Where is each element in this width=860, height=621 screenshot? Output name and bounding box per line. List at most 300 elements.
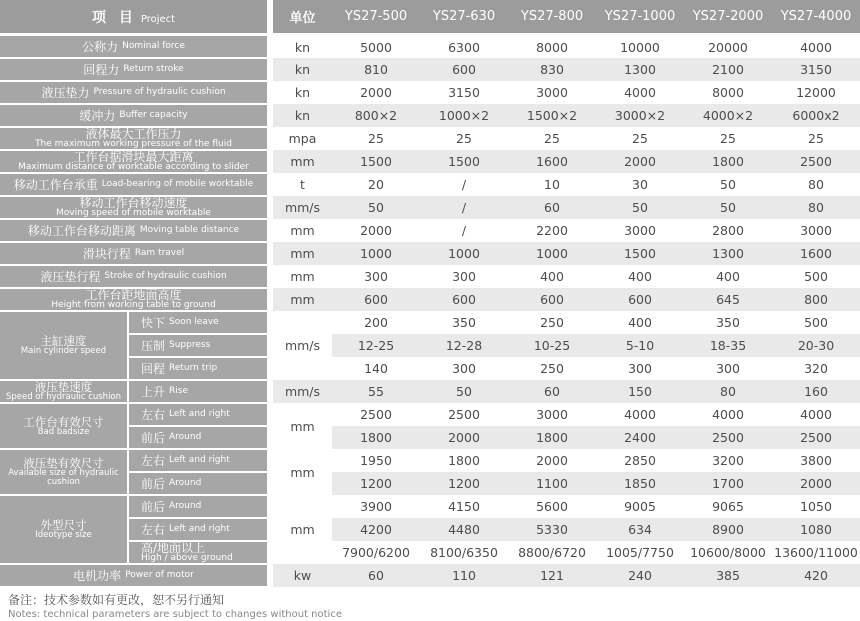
sub-label-en: Around — [169, 501, 202, 511]
value-cell: 8900 — [684, 518, 772, 541]
value-cell: 2100 — [684, 58, 772, 81]
sub-label-en: Left and right — [169, 524, 230, 534]
value-cell: 300 — [364, 269, 388, 284]
sub-label-text — [129, 455, 267, 467]
row-label-text — [0, 128, 267, 149]
sub-label — [128, 495, 270, 518]
unit-header: 单位 — [270, 0, 332, 35]
value-cell: 4150 — [448, 499, 480, 514]
value-cell: 1300 — [684, 242, 772, 265]
group-label-text — [0, 457, 127, 487]
value-cell: 1700 — [684, 472, 772, 495]
value-cell: 4200 — [332, 518, 420, 541]
row-label-text — [0, 570, 267, 582]
value-cell: 5330 — [508, 518, 596, 541]
sub-label-zh: 高/地面以上 — [141, 541, 206, 555]
model-header-ys27-800: YS27-800 — [508, 0, 596, 35]
table-row — [0, 426, 860, 449]
value-cell: 1600 — [508, 150, 596, 173]
row-label-en: Moving speed of mobile worktable — [56, 208, 211, 218]
row-label-text — [0, 64, 267, 76]
sub-label-zh: 回程 — [141, 361, 166, 376]
value-cell: 1800 — [448, 453, 480, 468]
value-cell: 2000 — [360, 85, 392, 100]
sub-label-zh: 前后 — [141, 430, 166, 445]
row-label-text — [0, 248, 267, 260]
group-label-en: Available size of hydraulic cushion — [8, 468, 119, 487]
row-label-zh: 工作台距地面高度 — [85, 288, 182, 302]
value-cell: 25 — [720, 131, 736, 146]
value-cell: 200 — [364, 315, 388, 330]
value-cell: 25 — [544, 131, 560, 146]
row-label-zh: 回程力 — [83, 62, 120, 77]
row-label-text — [0, 110, 267, 122]
unit-cell: kw — [270, 564, 332, 587]
table-row — [0, 173, 860, 196]
value-cell: 20-30 — [772, 334, 860, 357]
value-cell: 25 — [632, 131, 648, 146]
row-label-en: Maximum distance of worktable according to slider — [18, 162, 249, 172]
value-cell: 1500 — [332, 150, 420, 173]
value-cell: 5000 — [360, 39, 392, 55]
unit-cell: mm/s — [270, 380, 332, 403]
row-label — [0, 242, 270, 265]
row-label-en: Return stroke — [123, 64, 184, 74]
group-label — [0, 311, 128, 380]
sub-label — [128, 380, 270, 403]
value-cell: 1000 — [508, 242, 596, 265]
row-label-text — [0, 225, 267, 237]
unit-cell: mm — [270, 449, 332, 495]
row-label — [0, 219, 270, 242]
value-cell: 25 — [808, 131, 824, 146]
value-cell: 320 — [804, 361, 828, 376]
value-cell: 8800/6720 — [518, 545, 586, 560]
row-label-text — [0, 271, 267, 283]
table-row — [0, 242, 860, 265]
unit-cell: mm — [290, 269, 315, 284]
value-cell: 50 — [720, 177, 736, 192]
value-cell: 400 — [628, 315, 652, 330]
sub-label-text — [129, 524, 267, 536]
value-cell: 25 — [456, 131, 472, 146]
table-row — [0, 541, 860, 564]
value-cell: 7900/6200 — [342, 545, 410, 560]
value-cell: 4000 — [624, 407, 656, 422]
sub-label — [128, 426, 270, 449]
row-label-text — [0, 87, 267, 99]
value-cell: 600 — [420, 58, 508, 81]
sub-label-zh: 左右 — [141, 407, 166, 422]
value-cell: 5-10 — [596, 334, 684, 357]
value-cell: 20 — [368, 177, 384, 192]
group-label — [0, 449, 128, 495]
value-cell: 2000 — [360, 223, 392, 238]
row-label — [0, 173, 270, 196]
table-row — [0, 518, 860, 541]
value-cell: 5600 — [536, 499, 568, 514]
value-cell: 2850 — [624, 453, 656, 468]
value-cell: 1600 — [772, 242, 860, 265]
value-cell: 30 — [632, 177, 648, 192]
value-cell: 600 — [508, 288, 596, 311]
row-label-text — [0, 179, 267, 191]
header-row — [0, 0, 860, 35]
row-label-zh: 移动工作台移动距离 — [27, 223, 136, 238]
row-label-zh: 公称力 — [82, 39, 119, 54]
value-cell: 1850 — [596, 472, 684, 495]
value-cell: 2500 — [684, 426, 772, 449]
row-label — [0, 564, 270, 587]
table-header — [0, 0, 860, 35]
row-label-en: Buffer capacity — [119, 110, 188, 120]
sub-label-text — [129, 542, 267, 563]
unit-cell: mm — [270, 150, 332, 173]
row-label-en: Power of motor — [125, 570, 194, 580]
sub-label-text — [129, 501, 267, 513]
group-label-zh: 液压垫有效尺寸 — [23, 456, 104, 470]
unit-cell: kn — [294, 39, 311, 55]
group-label — [0, 495, 128, 564]
value-cell: 800 — [772, 288, 860, 311]
sub-label-zh: 快下 — [141, 315, 166, 330]
sub-label-text — [129, 409, 267, 421]
value-cell: 9005 — [624, 499, 656, 514]
model-header-ys27-4000: YS27-4000 — [772, 0, 860, 35]
table-row — [0, 265, 860, 288]
unit-cell: mm — [270, 242, 332, 265]
value-cell: 1500×2 — [508, 104, 596, 127]
value-cell: 6000x2 — [772, 104, 860, 127]
row-label-en: Ram travel — [134, 248, 185, 258]
project-header-en: Project — [140, 13, 176, 25]
value-cell: 350 — [452, 315, 476, 330]
sub-label — [128, 357, 270, 380]
value-cell: 80 — [808, 177, 824, 192]
value-cell: 500 — [804, 315, 828, 330]
value-cell: 420 — [772, 564, 860, 587]
value-cell: 2500 — [772, 150, 860, 173]
value-cell: 3000 — [800, 223, 832, 238]
group-label-zh: 液压垫速度 — [34, 380, 93, 394]
row-label — [0, 196, 270, 219]
value-cell: 50 — [420, 380, 508, 403]
unit-cell: kn — [270, 58, 332, 81]
row-label-text — [0, 197, 267, 218]
value-cell: 2800 — [712, 223, 744, 238]
value-cell: 1800 — [508, 426, 596, 449]
row-label — [0, 150, 270, 173]
value-cell: 250 — [540, 315, 564, 330]
value-cell: 18-35 — [684, 334, 772, 357]
value-cell: 1005/7750 — [606, 545, 674, 560]
table-row — [0, 288, 860, 311]
sub-label — [128, 518, 270, 541]
sub-label — [128, 334, 270, 357]
table-row — [0, 127, 860, 150]
sub-label-text — [129, 432, 267, 444]
project-header-zh: 项 目 — [91, 9, 137, 26]
sub-label-en: Suppress — [169, 340, 211, 350]
value-cell: 60 — [508, 196, 596, 219]
value-cell: 2000 — [536, 453, 568, 468]
value-cell: 250 — [540, 361, 564, 376]
sub-label-en: Return trip — [169, 363, 218, 373]
model-header-ys27-1000: YS27-1000 — [596, 0, 684, 35]
value-cell: 140 — [364, 361, 388, 376]
value-cell: 2000 — [772, 472, 860, 495]
unit-cell: mpa — [288, 131, 317, 146]
group-label-text — [0, 519, 127, 540]
table-row — [0, 334, 860, 357]
value-cell: 6300 — [448, 39, 480, 55]
sub-label — [128, 472, 270, 495]
model-header-ys27-630: YS27-630 — [420, 0, 508, 35]
value-cell: 400 — [628, 269, 652, 284]
value-cell: 3900 — [360, 499, 392, 514]
value-cell: 300 — [716, 361, 740, 376]
value-cell: 50 — [684, 196, 772, 219]
unit-cell: mm/s — [270, 311, 332, 380]
sub-label-en: Left and right — [169, 409, 230, 419]
sub-label-zh: 上升 — [141, 384, 166, 399]
row-label — [0, 81, 270, 104]
table-row — [0, 58, 860, 81]
table-row — [0, 104, 860, 127]
value-cell: 2000 — [420, 426, 508, 449]
table-row — [0, 380, 860, 403]
project-header — [0, 0, 270, 35]
group-label-en: Ideotype size — [35, 530, 92, 540]
value-cell: 4000 — [800, 39, 832, 55]
value-cell: 830 — [508, 58, 596, 81]
sub-label-text — [129, 363, 267, 375]
value-cell: 150 — [596, 380, 684, 403]
value-cell: 50 — [332, 196, 420, 219]
row-label-text — [0, 41, 267, 53]
unit-cell: kn — [294, 85, 311, 100]
row-label-en: Load-bearing of mobile worktable — [101, 179, 254, 189]
unit-cell: mm — [270, 288, 332, 311]
value-cell: 350 — [716, 315, 740, 330]
group-label-text — [0, 381, 127, 402]
value-cell: 60 — [508, 380, 596, 403]
row-label-zh: 工作台据滑块最大距离 — [73, 150, 194, 164]
table-row — [0, 357, 860, 380]
sub-label-text — [129, 317, 267, 329]
value-cell: 4000×2 — [684, 104, 772, 127]
table-row — [0, 311, 860, 334]
row-label-en: The maximum working pressure of the fluid — [35, 139, 232, 149]
value-cell: 25 — [368, 131, 384, 146]
value-cell: 3150 — [772, 58, 860, 81]
value-cell: 634 — [596, 518, 684, 541]
row-label-en: Pressure of hydraulic cushion — [93, 87, 226, 97]
row-label — [0, 104, 270, 127]
value-cell: 1500 — [596, 242, 684, 265]
value-cell: 3800 — [800, 453, 832, 468]
row-label-en: Moving table distance — [139, 225, 240, 235]
row-label — [0, 288, 270, 311]
unit-cell: mm/s — [270, 196, 332, 219]
table-row — [0, 219, 860, 242]
group-label — [0, 403, 128, 449]
sub-label-text — [129, 386, 267, 398]
table-row — [0, 35, 860, 59]
sub-label-zh: 左右 — [141, 522, 166, 537]
value-cell: 1950 — [360, 453, 392, 468]
value-cell: 3200 — [712, 453, 744, 468]
value-cell: 810 — [332, 58, 420, 81]
row-label-zh: 电机功率 — [73, 568, 122, 583]
value-cell: 160 — [772, 380, 860, 403]
row-label-en: Height from working table to ground — [51, 300, 216, 310]
value-cell: 1200 — [420, 472, 508, 495]
model-header-ys27-2000: YS27-2000 — [684, 0, 772, 35]
row-label-zh: 液压垫行程 — [40, 269, 101, 284]
sub-label-en: Around — [169, 432, 202, 442]
row-label-zh: 缓冲力 — [79, 108, 116, 123]
value-cell: 20000 — [708, 39, 748, 55]
value-cell: 8100/6350 — [430, 545, 498, 560]
unit-cell: mm — [270, 495, 332, 564]
value-cell: 1200 — [332, 472, 420, 495]
group-label-text — [0, 335, 127, 356]
sub-label-en: High / above ground — [141, 553, 233, 563]
value-cell: 12-25 — [332, 334, 420, 357]
table-row — [0, 403, 860, 426]
value-cell: / — [461, 223, 467, 238]
value-cell: 1800 — [684, 150, 772, 173]
sub-label — [128, 403, 270, 426]
footer-notes — [0, 588, 860, 621]
value-cell: 400 — [540, 269, 564, 284]
footer-note-en: Notes: technical parameters are subject to changes without notice — [8, 609, 342, 620]
value-cell: 2400 — [596, 426, 684, 449]
value-cell: 1300 — [596, 58, 684, 81]
row-label-zh: 移动工作台承重 — [13, 177, 98, 192]
value-cell: 8000 — [712, 85, 744, 100]
group-label-text — [0, 416, 127, 437]
value-cell: 4000 — [624, 85, 656, 100]
footer-note-zh: 备注：技术参数如有更改，恕不另行通知 — [8, 593, 225, 607]
value-cell: 50 — [596, 196, 684, 219]
sub-label-en: Around — [169, 478, 202, 488]
row-label-en: Stroke of hydraulic cushion — [104, 271, 227, 281]
table-row — [0, 196, 860, 219]
value-cell: 2500 — [360, 407, 392, 422]
value-cell: 80 — [772, 196, 860, 219]
table-row — [0, 150, 860, 173]
row-label-zh: 移动工作台移动速度 — [79, 196, 188, 210]
value-cell: 3000×2 — [596, 104, 684, 127]
group-label-zh: 工作台有效尺寸 — [23, 414, 104, 429]
value-cell: 300 — [452, 269, 476, 284]
model-header-ys27-500: YS27-500 — [332, 0, 420, 35]
value-cell: 9065 — [712, 499, 744, 514]
value-cell: 1000 — [420, 242, 508, 265]
table-row — [0, 449, 860, 472]
value-cell: / — [420, 196, 508, 219]
group-label-en: Speed of hydraulic cushion — [5, 392, 122, 402]
value-cell: 1500 — [420, 150, 508, 173]
row-label-zh: 滑块行程 — [82, 246, 131, 261]
value-cell: 1100 — [508, 472, 596, 495]
sub-label — [128, 311, 270, 334]
row-label-text — [0, 151, 267, 172]
value-cell: 600 — [596, 288, 684, 311]
value-cell: 55 — [332, 380, 420, 403]
unit-cell: mm — [270, 403, 332, 449]
group-label-en: Bad badsize — [37, 426, 90, 437]
sub-label-zh: 前后 — [141, 499, 166, 514]
row-label-en: Nominal force — [122, 41, 185, 51]
group-label — [0, 380, 128, 403]
group-label-en: Main cylinder speed — [20, 346, 107, 356]
value-cell: 1050 — [800, 499, 832, 514]
value-cell: 3150 — [448, 85, 480, 100]
unit-cell: t — [300, 177, 305, 192]
row-label — [0, 58, 270, 81]
sub-label-zh: 压制 — [141, 338, 166, 353]
value-cell: 800×2 — [332, 104, 420, 127]
row-label — [0, 35, 270, 59]
unit-cell: mm — [290, 223, 315, 238]
value-cell: 12000 — [796, 85, 836, 100]
sub-label-text — [129, 478, 267, 490]
value-cell: 3000 — [536, 85, 568, 100]
value-cell: 121 — [508, 564, 596, 587]
value-cell: 2200 — [536, 223, 568, 238]
sub-label-zh: 前后 — [141, 476, 166, 491]
value-cell: 12-28 — [420, 334, 508, 357]
value-cell: 1000 — [332, 242, 420, 265]
group-label-zh: 主缸速度 — [40, 334, 87, 348]
value-cell: 2500 — [448, 407, 480, 422]
spec-table-body — [0, 35, 860, 588]
value-cell: 10600/8000 — [690, 545, 766, 560]
value-cell: 385 — [684, 564, 772, 587]
value-cell: 2500 — [772, 426, 860, 449]
sub-label-en: Left and right — [169, 455, 230, 465]
value-cell: 1800 — [332, 426, 420, 449]
row-label — [0, 265, 270, 288]
row-label — [0, 127, 270, 150]
value-cell: 4000 — [712, 407, 744, 422]
sub-label-zh: 左右 — [141, 453, 166, 468]
value-cell: 110 — [420, 564, 508, 587]
value-cell: 4000 — [800, 407, 832, 422]
sub-label — [128, 541, 270, 564]
value-cell: 13600/11000 — [774, 545, 858, 560]
group-label-zh: 外型尺寸 — [40, 518, 87, 532]
value-cell: 10-25 — [508, 334, 596, 357]
value-cell: 1080 — [772, 518, 860, 541]
value-cell: 645 — [684, 288, 772, 311]
sub-label-en: Soon leave — [169, 317, 219, 327]
table-row — [0, 564, 860, 587]
value-cell: 3000 — [536, 407, 568, 422]
value-cell: 1000×2 — [420, 104, 508, 127]
value-cell: 10000 — [620, 39, 660, 55]
value-cell: / — [461, 177, 467, 192]
value-cell: 2000 — [596, 150, 684, 173]
value-cell: 300 — [452, 361, 476, 376]
table-row — [0, 472, 860, 495]
value-cell: 500 — [804, 269, 828, 284]
value-cell: 3000 — [624, 223, 656, 238]
sub-label-text — [129, 340, 267, 352]
